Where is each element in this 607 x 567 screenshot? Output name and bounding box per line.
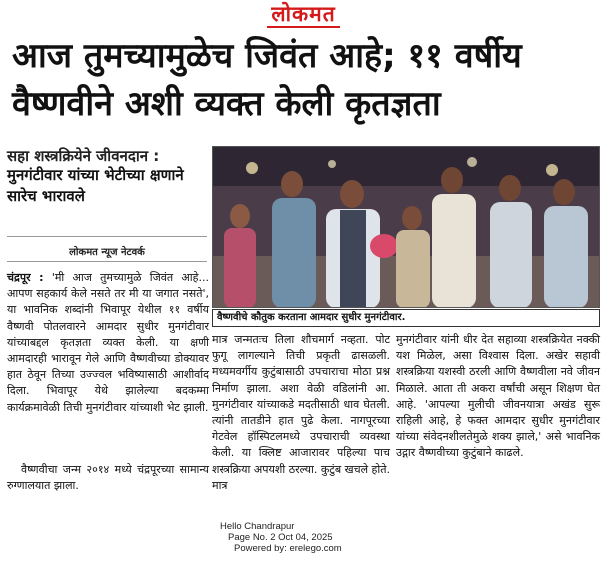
body-paragraph: 'मी आज तुमच्यामुळे जिवंत आहे... आपण सहकार्य केले नसते तर मी या जगात नसते', या भावनिक शब्दांनी भिवापूर येथील ११ वर्षीय वैष्णवी पोतलवारने आमदार सुधीर मुनगंटीवार यांच्याबद्दल कृतज्ञता व्यक्त केली. या क्षणी आमदारही भारावून गेले आणि वैष्णवीच्या डोक्यावर हात ठेवून तिच्या उज्ज्वल भविष्यासाठी आशीर्वाद दिला. भिवापूर येथे झालेल्या बदकम्मा कार्यक्रमावेळी तिची मुनगंटीवार यांच्याशी भेट झाली. bbox=[7, 271, 209, 414]
body-column-1-para-2 bbox=[7, 462, 209, 494]
headline bbox=[12, 36, 602, 124]
headline-line-2: वैष्णवीने अशी व्यक्त केली कृतज्ञता bbox=[12, 84, 441, 124]
photo-caption: वैष्णवीचे कौतुक करताना आमदार सुधीर मुनगंटीवार. bbox=[212, 309, 600, 327]
footer-edition: Hello Chandrapur bbox=[220, 521, 295, 532]
masthead bbox=[0, 2, 607, 28]
divider bbox=[7, 261, 207, 262]
byline: लोकमत न्यूज नेटवर्क bbox=[69, 247, 145, 258]
kicker: सहा शस्त्रक्रियेने जीवनदान : bbox=[7, 147, 160, 165]
headline-line-1: आज तुमच्यामुळेच जिवंत आहे; ११ वर्षीय bbox=[12, 36, 522, 76]
footer-powered-by: Powered by: erelego.com bbox=[234, 543, 342, 554]
newspaper-logo: लोकमत bbox=[267, 2, 339, 28]
body-paragraph: मुनगंटीवार यांनी धीर देत सहाव्या शस्त्रक्रियेत नक्की यश मिळेल, असा विश्वास दिला. अखेर सहावी शस्त्रक्रिया यशस्वी ठरली आणि वैष्णवीला नवे जीवन मिळाले. आता ती अकरा वर्षांची असून शिक्षण घेत आहे. 'आपल्या मुलीची जीवनयात्रा अखंड सुरू राहिली आहे, हे फक्त आमदार सुधीर मुनगंटीवार यांच्या संवेदनशीलतेमुळे शक्य झाले,' असे भावनिक उद्गार वैष्णवीच्या कुटुंबाने काढले. bbox=[396, 333, 600, 460]
photo-border bbox=[212, 146, 600, 308]
body-column-1 bbox=[7, 270, 209, 416]
dateline: चंद्रपूर : bbox=[7, 271, 44, 284]
page-footer bbox=[220, 521, 380, 554]
body-column-2 bbox=[212, 332, 390, 494]
body-column-3 bbox=[396, 332, 600, 462]
divider bbox=[7, 236, 207, 237]
subheadline: मुनगंटीवार यांच्या भेटीच्या क्षणाने सारेच भारावले bbox=[7, 166, 184, 205]
body-paragraph: मात्र जन्मतःच तिला शौचमार्ग नव्हता. पोट फुगू लागल्याने तिची प्रकृती ढासळली. मध्यमवर्गीय कुटुंबासाठी उपचाराचा मोठा प्रश्न निर्माण झाला. अशा वेळी वडिलांनी आ. मुनगंटीवार यांच्याकडे मदतीसाठी धाव घेतली. त्यांनी तातडीने हात पुढे केला. नागपूरच्या गेटवेल हॉस्पिटलमध्ये उपचाराची व्यवस्था केली. या क्लिष्ट आजारावर पहिल्या पाच शस्त्रक्रिया अपयशी ठरल्या. कुटुंब खचले होते. मात्र bbox=[212, 333, 391, 492]
body-paragraph: वैष्णवीचा जन्म २०१४ मध्ये चंद्रपूरच्या सामान्य रुग्णालयात झाला. bbox=[7, 463, 209, 493]
footer-page-date: Page No. 2 Oct 04, 2025 bbox=[228, 532, 333, 543]
